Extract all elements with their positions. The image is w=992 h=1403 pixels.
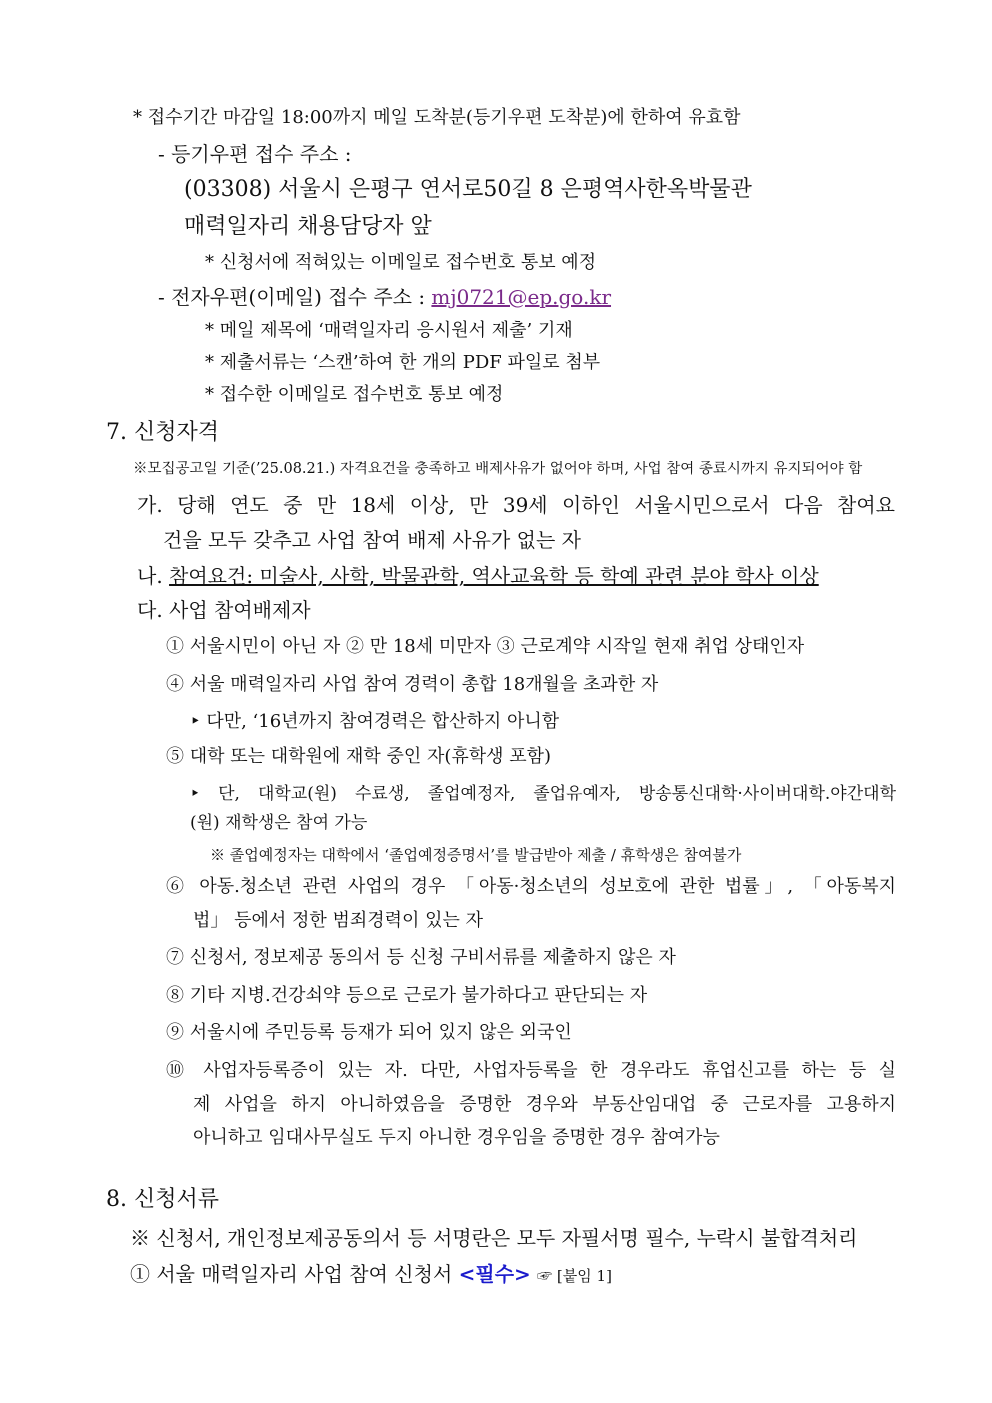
item-na [137, 564, 897, 588]
mail-receipt-note: * 신청서에 적혀있는 이메일로 접수번호 통보 예정 [205, 252, 597, 273]
item-na-text: 참여요건: 미술사, 사학, 박물관학, 역사교육학 등 학예 관련 분야 학사 이상 [169, 564, 819, 588]
registered-mail-label: - 등기우편 접수 주소 : [158, 142, 352, 166]
exclusion-4-sub: ‣ 다만, ‘16년까지 참여경력은 합산하지 아니함 [190, 711, 560, 732]
item-na-prefix: 나. [137, 564, 170, 588]
exclusion-5: ⑤ 대학 또는 대학원에 재학 중인 자(휴학생 포함) [166, 746, 552, 767]
email-pdf-note: * 제출서류는 ‘스캔’하여 한 개의 PDF 파일로 첨부 [205, 352, 601, 373]
exclusion-10-line1: ⑩ 사업자등록증이 있는 자. 다만, 사업자등록을 한 경우라도 휴업신고를 하는 등 실 [166, 1060, 896, 1081]
section7-heading: 7. 신청자격 [106, 420, 219, 445]
deadline-note: * 접수기간 마감일 18:00까지 메일 도착분(등기우편 도착분)에 한하여 유효함 [133, 107, 741, 128]
email-label: - 전자우편(이메일) 접수 주소 : [158, 285, 426, 309]
exclusion-1-3: ① 서울시민이 아닌 자 ② 만 18세 미만자 ③ 근로계약 시작일 현재 취업 상태인자 [166, 636, 805, 657]
email-row [158, 285, 611, 309]
exclusion-6-line2: 법」 등에서 정한 범죄경력이 있는 자 [193, 910, 484, 931]
criteria-note: ※모집공고일 기준(’25.08.21.) 자격요건을 충족하고 배제사유가 없어야 하며, 사업 참여 종료시까지 유지되어야 함 [133, 461, 863, 477]
exclusion-9: ⑨ 서울시에 주민등록 등재가 되어 있지 않은 외국인 [166, 1022, 572, 1043]
document-1-text: ① 서울 매력일자리 사업 참여 신청서 [130, 1262, 453, 1286]
section8-heading: 8. 신청서류 [106, 1187, 219, 1212]
exclusion-7: ⑦ 신청서, 정보제공 동의서 등 신청 구비서류를 제출하지 않은 자 [166, 947, 676, 968]
item-ga-line2: 건을 모두 갖추고 사업 참여 배제 사유가 없는 자 [163, 528, 581, 552]
item-da: 다. 사업 참여배제자 [137, 598, 311, 622]
document-1-row [130, 1262, 612, 1286]
exclusion-4: ④ 서울 매력일자리 사업 참여 경력이 총합 18개월을 초과한 자 [166, 674, 659, 695]
item-ga-line1: 가. 당해 연도 중 만 18세 이상, 만 39세 이하인 서울시민으로서 다음 참여요 [137, 493, 895, 517]
mail-address-line2: 매력일자리 채용담당자 앞 [184, 214, 432, 239]
exclusion-10-line2: 제 사업을 하지 아니하였음을 증명한 경우와 부동산임대업 중 근로자를 고용하지 [193, 1094, 896, 1115]
exclusion-8: ⑧ 기타 지병.건강쇠약 등으로 근로가 불가하다고 판단되는 자 [166, 985, 648, 1006]
email-link[interactable]: mj0721@ep.go.kr [431, 285, 612, 309]
exclusion-5-sub-line1: ‣ 단, 대학교(원) 수료생, 졸업예정자, 졸업유예자, 방송통신대학·사이버대학.야간대학 [190, 784, 896, 804]
email-subject-note: * 메일 제목에 ‘매력일자리 응시원서 제출’ 기재 [205, 320, 573, 341]
exclusion-5-sub-line2: (원) 재학생은 참여 가능 [190, 813, 368, 833]
exclusion-5-note: ※ 졸업예정자는 대학에서 ‘졸업예정증명서’를 발급받아 제출 / 휴학생은 참여불가 [210, 846, 742, 864]
signature-note: ※ 신청서, 개인정보제공동의서 등 서명란은 모두 자필서명 필수, 누락시 불합격처리 [130, 1226, 858, 1250]
mail-address-line1: (03308) 서울시 은평구 연서로50길 8 은평역사한옥박물관 [184, 177, 752, 202]
exclusion-6-line1: ⑥ 아동.청소년 관련 사업의 경우 「아동·청소년의 성보호에 관한 법률」, 「아동복지 [166, 876, 896, 897]
attachment-ref: ☞ [붙임 1] [537, 1267, 612, 1285]
required-badge: <필수> [458, 1262, 531, 1286]
exclusion-10-line3: 아니하고 임대사무실도 두지 아니한 경우임을 증명한 경우 참여가능 [193, 1127, 720, 1148]
email-receipt-note: * 접수한 이메일로 접수번호 통보 예정 [205, 384, 504, 405]
